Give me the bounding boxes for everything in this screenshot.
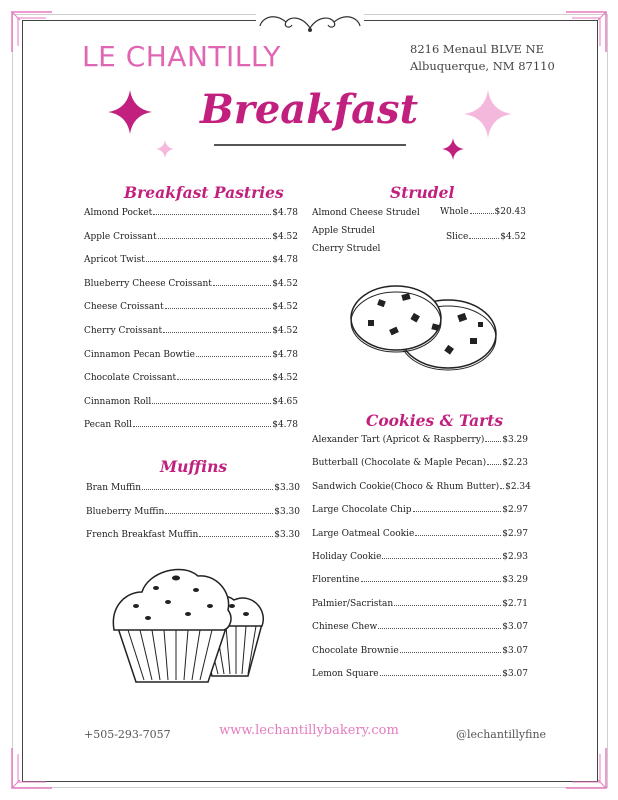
item-price: $2.97 <box>502 528 528 539</box>
item-price: $3.30 <box>274 530 300 541</box>
menu-item-row <box>312 458 528 468</box>
dot-leader <box>177 379 271 380</box>
item-price: $2.34 <box>505 481 531 492</box>
address-line-1: 8216 Menaul BLVE NE <box>410 42 545 56</box>
muffin-illustration <box>112 562 268 686</box>
item-name: Florentine <box>312 575 360 586</box>
dot-leader <box>165 308 272 309</box>
sparkle-icon <box>442 138 464 160</box>
menu-item-row <box>84 397 298 407</box>
sparkle-icon <box>156 140 174 158</box>
menu-item-row <box>84 420 298 430</box>
item-price: $3.07 <box>502 645 528 656</box>
corner-flourish-icon <box>562 744 612 794</box>
menu-item-row <box>86 507 300 517</box>
item-name: Large Oatmeal Cookie <box>312 528 415 539</box>
dot-leader <box>158 238 272 239</box>
item-price: $3.07 <box>502 669 528 679</box>
menu-item-row <box>86 530 300 540</box>
address-line-2: Albuquerque, NM 87110 <box>410 59 555 73</box>
item-price: $2.23 <box>502 458 528 469</box>
dot-leader <box>413 511 502 512</box>
item-name: Blueberry Cheese Croissant <box>84 278 212 289</box>
cookies-tarts-heading: Cookies & Tarts <box>366 411 504 430</box>
menu-item-row <box>312 669 528 679</box>
item-name: Butterball (Chocolate & Maple Pecan) <box>312 458 487 469</box>
menu-item-row <box>312 505 528 515</box>
item-price: $4.52 <box>272 373 298 384</box>
item-name: Lemon Square <box>312 669 379 679</box>
size-name: Whole <box>440 207 469 217</box>
brand-logo-text: LE CHANTILLY <box>82 40 281 73</box>
menu-item-row <box>86 483 300 493</box>
item-price: $4.78 <box>272 208 298 218</box>
size-price: $4.52 <box>500 232 526 242</box>
menu-item-row <box>312 481 531 492</box>
menu-item-row <box>84 255 298 265</box>
menu-item-row <box>84 302 298 312</box>
menu-item-row <box>84 208 298 218</box>
strudel-size-whole <box>440 207 526 217</box>
dot-leader <box>152 403 271 404</box>
phone-number: +505-293-7057 <box>84 728 171 741</box>
dot-leader <box>133 426 271 427</box>
dot-leader <box>394 605 501 606</box>
item-name: Cinnamon Pecan Bowtie <box>84 349 195 360</box>
dot-leader <box>361 581 502 582</box>
item-name: Chocolate Croissant <box>84 373 177 384</box>
item-name: Bran Muffin <box>86 483 142 493</box>
item-price: $3.29 <box>502 575 528 586</box>
address <box>410 41 555 75</box>
item-name: Chinese Chew <box>312 622 378 633</box>
social-handle[interactable]: @lechantillyfine <box>456 728 547 741</box>
menu-item-row <box>312 529 528 539</box>
strudel-size-slice <box>446 232 526 242</box>
item-price: $4.65 <box>272 396 298 407</box>
item-price: $4.78 <box>272 349 298 360</box>
dot-leader <box>196 356 271 357</box>
item-price: $3.30 <box>274 506 300 517</box>
dot-leader <box>146 261 271 262</box>
size-name: Slice <box>446 232 469 242</box>
dot-leader <box>213 285 271 286</box>
item-name: Cinnamon Roll <box>84 396 152 407</box>
menu-item-row <box>84 279 298 289</box>
item-price: $2.93 <box>502 552 528 562</box>
dot-leader <box>382 558 501 559</box>
menu-item-row <box>84 350 298 360</box>
corner-flourish-icon <box>6 6 56 56</box>
item-name: Holiday Cookie <box>312 552 382 562</box>
size-price: $20.43 <box>494 207 526 217</box>
dot-leader <box>199 536 273 537</box>
menu-item-row <box>84 326 298 336</box>
item-name: Apple Croissant <box>84 231 157 242</box>
strudel-flavor: Apple Strudel <box>312 226 375 236</box>
muffins-heading: Muffins <box>160 457 228 476</box>
dot-leader <box>142 489 273 490</box>
menu-item-row <box>312 575 528 585</box>
breakfast-pastries-heading: Breakfast Pastries <box>124 183 284 202</box>
corner-flourish-icon <box>6 744 56 794</box>
menu-item-row <box>312 646 528 656</box>
dot-leader <box>485 441 501 442</box>
item-name: Apricot Twist <box>84 255 145 266</box>
item-name: Cheese Croissant <box>84 302 164 313</box>
menu-item-row <box>84 232 298 242</box>
dot-leader <box>400 652 502 653</box>
item-price: $4.52 <box>272 302 298 313</box>
dot-leader <box>415 535 501 536</box>
dot-leader <box>487 464 501 465</box>
strudel-flavor: Cherry Strudel <box>312 244 381 254</box>
strudel-flavor: Almond Cheese Strudel <box>312 208 420 218</box>
item-price: $3.30 <box>274 483 300 493</box>
dot-leader <box>165 513 273 514</box>
item-price: $3.07 <box>502 622 528 633</box>
item-name: Sandwich Cookie(Choco & Rhum Butter) <box>312 481 500 492</box>
dot-leader <box>153 214 271 215</box>
strudel-heading: Strudel <box>390 183 455 202</box>
menu-item-row <box>312 622 528 632</box>
item-price: $4.52 <box>272 326 298 336</box>
menu-item-row <box>312 435 528 445</box>
item-price: $2.97 <box>502 505 528 516</box>
menu-item-row <box>312 552 528 562</box>
website-link[interactable]: www.lechantillybakery.com <box>219 723 399 738</box>
title-divider <box>214 144 406 146</box>
cookies-illustration <box>350 280 500 372</box>
item-name: Alexander Tart (Apricot & Raspberry) <box>312 435 485 445</box>
dot-leader <box>378 628 501 629</box>
dot-leader <box>380 675 502 676</box>
item-name: Pecan Roll <box>84 420 132 431</box>
item-name: Large Chocolate Chip <box>312 505 412 516</box>
menu-item-row <box>312 599 528 609</box>
item-name: Palmier/Sacristan <box>312 598 394 609</box>
item-name: Cherry Croissant <box>84 326 163 336</box>
dot-leader <box>500 488 504 489</box>
item-name: Chocolate Brownie <box>312 645 399 656</box>
menu-title: Breakfast <box>199 86 419 133</box>
item-name: Almond Pocket <box>84 208 153 218</box>
item-price: $4.52 <box>272 278 298 289</box>
item-name: French Breakfast Muffin <box>86 530 199 541</box>
item-name: Blueberry Muffin <box>86 506 165 517</box>
item-price: $3.29 <box>502 435 528 445</box>
dot-leader <box>163 332 271 333</box>
item-price: $4.78 <box>272 420 298 431</box>
corner-flourish-icon <box>562 6 612 56</box>
top-flourish-icon <box>250 10 370 36</box>
item-price: $2.71 <box>502 598 528 609</box>
item-price: $4.78 <box>272 255 298 266</box>
item-price: $4.52 <box>272 231 298 242</box>
menu-item-row <box>84 373 298 383</box>
